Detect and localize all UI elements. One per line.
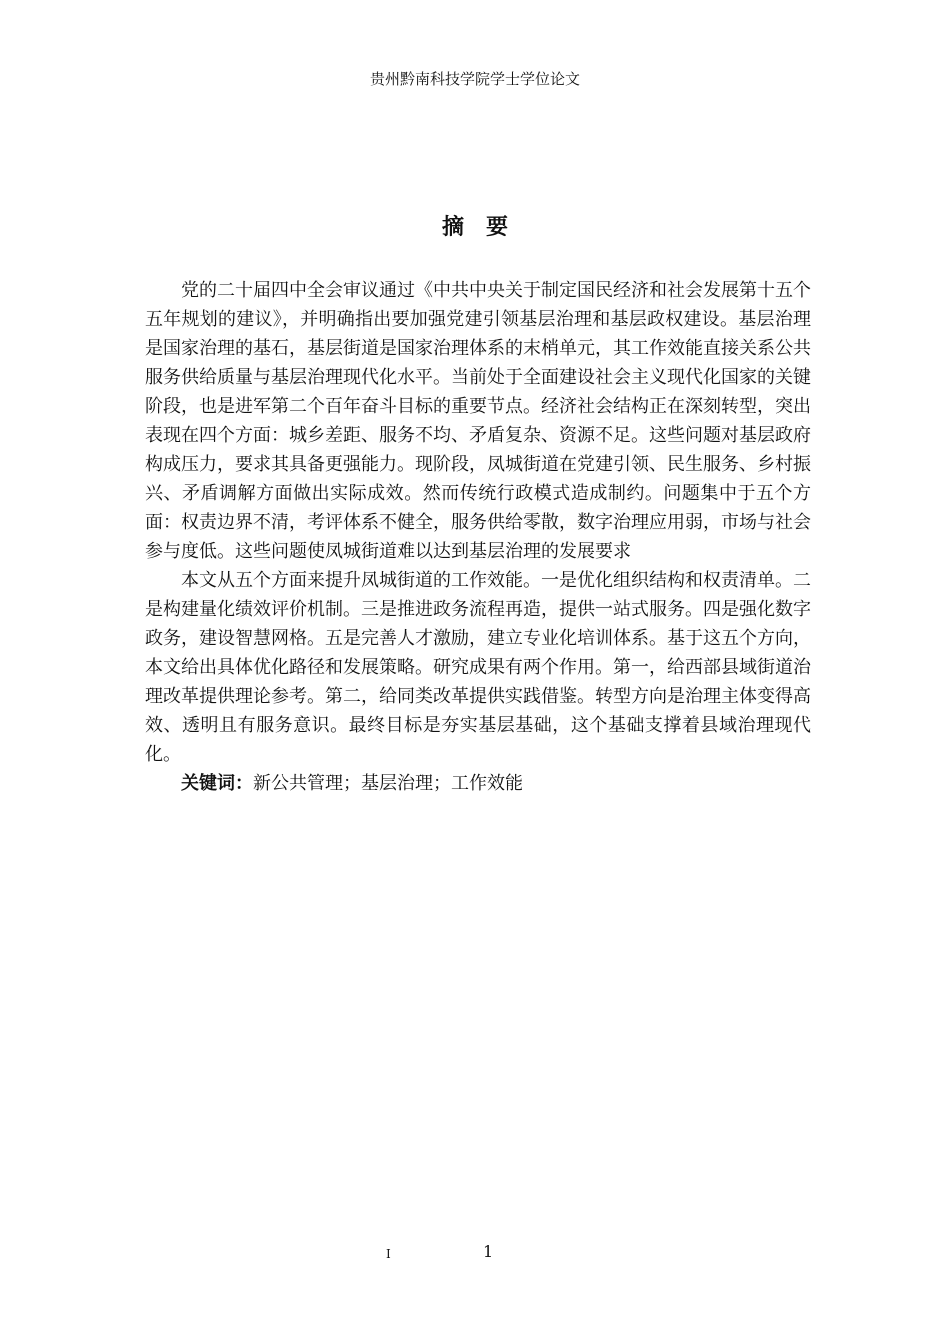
keywords-label: 关键词： [181, 773, 253, 794]
abstract-body [145, 276, 811, 798]
keywords-value: 新公共管理；基层治理；工作效能 [253, 773, 523, 794]
footer-roman-numeral: I [386, 1247, 391, 1261]
abstract-paragraph-2: 本文从五个方面来提升凤城街道的工作效能。一是优化组织结构和权责清单。二是构建量化绩效评价机制。三是推进政务流程再造，提供一站式服务。四是强化数字政务，建设智慧网格。五是完善人才激励，建立专业化培训体系。基于这五个方向，本文给出具体优化路径和发展策略。研究成果有两个作用。第一，给西部县域街道治理改革提供理论参考。第二，给同类改革提供实践借鉴。转型方向是治理主体变得高效、透明且有服务意识。最终目标是夯实基层基础，这个基础支撑着县域治理现代化。 [145, 570, 811, 765]
running-header: 贵州黔南科技学院学士学位论文 [369, 70, 580, 88]
abstract-title: 摘 要 [441, 215, 508, 240]
keywords-line [145, 769, 811, 798]
page-footer [0, 1242, 950, 1266]
abstract-paragraph-1: 党的二十届四中全会审议通过《中共中央关于制定国民经济和社会发展第十五个五年规划的建议》，并明确指出要加强党建引领基层治理和基层政权建设。基层治理是国家治理的基石，基层街道是国家治理体系的末梢单元，其工作效能直接关系公共服务供给质量与基层治理现代化水平。当前处于全面建设社会主义现代化国家的关键阶段，也是进军第二个百年奋斗目标的重要节点。经济社会结构正在深刻转型，突出表现在四个方面：城乡差距、服务不均、矛盾复杂、资源不足。这些问题对基层政府构成压力，要求其具备更强能力。现阶段，凤城街道在党建引领、民生服务、乡村振兴、矛盾调解方面做出实际成效。然而传统行政模式造成制约。问题集中于五个方面：权责边界不清，考评体系不健全，服务供给零散，数字治理应用弱，市场与社会参与度低。这些问题使凤城街道难以达到基层治理的发展要求 [145, 280, 811, 562]
footer-page-number: 1 [483, 1242, 494, 1261]
